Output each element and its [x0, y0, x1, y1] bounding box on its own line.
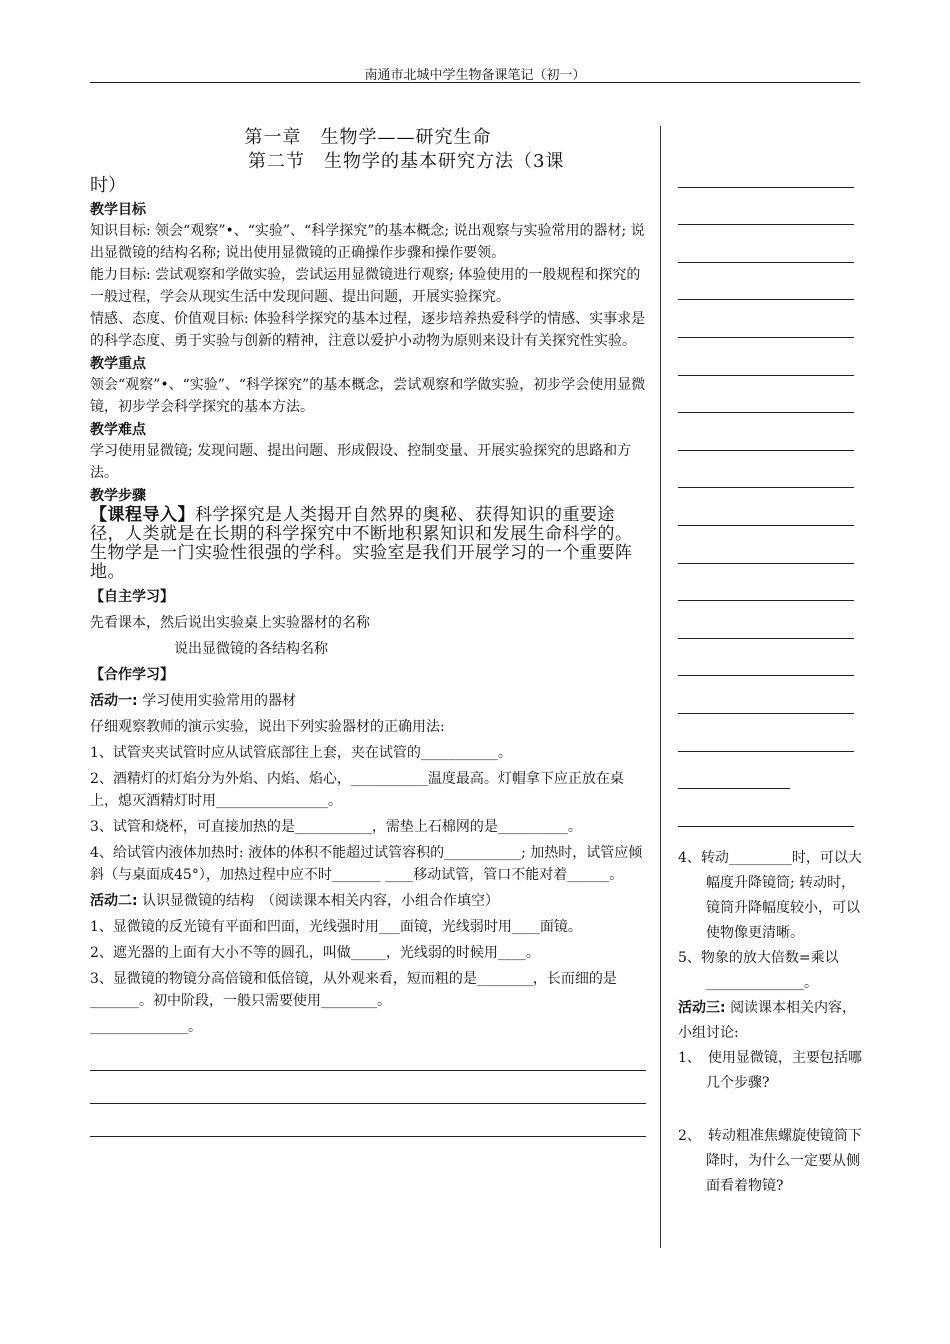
note-line	[678, 338, 854, 376]
side-question-1: 1、 使用显微镜，主要包括哪几个步骤?	[678, 1050, 862, 1091]
side-item-4: 4、转动_________时，可以大幅度升降镜筒; 转动时，镜筒升降幅度较小，可以使物像更清晰。	[678, 850, 862, 941]
note-line	[678, 188, 854, 226]
activity-3	[678, 996, 866, 1046]
key-points-text: 领会“观察”•、“实验”、“科学探究”的基本概念，尝试观察和学做实验，初步学会使用显微镜，初步学会科学探究的基本方法。	[90, 377, 646, 415]
activity-2-q3: 3、显微镜的物镜分高倍镜和低倍镜，从外观来看，短而粗的是________，长而细的是_______。初中阶段，一般只需要使用________。	[90, 971, 617, 1009]
intro-paragraph	[90, 506, 646, 582]
activity-1-intro: 仔细观察教师的演示实验，说出下列实验器材的正确用法:	[90, 719, 445, 735]
answer-line	[90, 1104, 646, 1137]
intro-label: 【课程导入】	[90, 505, 195, 525]
key-points-heading: 教学重点	[90, 356, 146, 372]
note-line	[678, 752, 854, 790]
note-line	[678, 639, 854, 677]
activity-1-q1: 1、试管夹夹试管时应从试管底部往上套，夹在试管的___________。	[90, 745, 512, 761]
activity-1-title: 学习使用实验常用的器材	[142, 693, 297, 709]
side-spacer	[678, 1096, 866, 1124]
note-line	[678, 564, 854, 602]
self-study-label: 【自主学习】	[90, 589, 174, 605]
column-divider	[660, 126, 661, 1248]
activity-1-q4: 4、给试管内液体加热时: 液体的体积不能超过试管容积的___________; 加热时，试管应倾斜（与桌面成45°），加热过程中应不时_______ ____移动试管，管口不能对着______。	[90, 845, 643, 883]
self-study-1: 先看课本，然后说出实验桌上实验器材的名称	[90, 615, 370, 631]
self-study-2: 说出显微镜的各结构名称	[174, 641, 328, 657]
answer-line	[90, 1038, 646, 1071]
note-line	[678, 488, 854, 526]
note-line	[678, 300, 854, 338]
difficulties-heading: 教学难点	[90, 422, 146, 438]
activity-2-label: 活动二:	[90, 893, 138, 909]
note-line	[678, 150, 854, 188]
intro-text: 科学探究是人类揭开自然界的奥秘、获得知识的重要途径，人类就是在长期的科学探究中不断地积累知识和发展生命科学的。生物学是一门实验性很强的学科。实验室是我们开展学习的一个重要阵地。	[90, 505, 633, 582]
coop-study-label: 【合作学习】	[90, 667, 174, 683]
chapter-title: 第一章 生物学——研究生命	[244, 127, 492, 148]
side-item-5: 5、物象的放大倍数=乘以______________。	[678, 950, 839, 991]
activity-1-q3: 3、试管和烧杯，可直接加热的是___________，需垫上石棉网的是__________。	[90, 819, 582, 835]
section-title: 第二节 生物学的基本研究方法（3课	[248, 151, 565, 172]
note-line	[678, 526, 854, 564]
steps-heading: 教学步骤	[90, 488, 146, 504]
activity-1-heading	[90, 690, 646, 712]
activity-2-title: 认识显微镜的结构 （阅读课本相关内容，小组合作填空）	[142, 893, 500, 909]
activity-1-q2: 2、酒精灯的灯焰分为外焰、内焰、焰心，___________温度最高。灯帽拿下应正放在桌上，熄灭酒精灯时用________________。	[90, 771, 624, 809]
activity-2-q2: 2、遮光器的上面有大小不等的圆孔，叫做_____，光线弱的时候用____。	[90, 945, 540, 961]
activity-3-label: 活动三:	[678, 1000, 726, 1016]
note-line	[678, 714, 854, 752]
side-column	[678, 846, 866, 1199]
difficulties-text: 学习使用显微镜; 发现问题、提出问题、形成假设、控制变量、开展实验探究的思路和方法。	[90, 443, 632, 481]
activity-3-text: 阅读课本相关内容，小组讨论:	[678, 1000, 857, 1041]
activity-1-label: 活动一:	[90, 693, 138, 709]
note-line	[678, 225, 854, 263]
main-column	[90, 126, 646, 1137]
section-title-cont: 时）	[90, 175, 126, 196]
activity-2-q3-end: ______________。	[90, 1019, 202, 1035]
knowledge-objective: 知识目标: 领会“观察”•、“实验”、“科学探究”的基本概念; 说出观察与实验常用的器材; 说出显微镜的结构名称; 说出使用显微镜的正确操作步骤和操作要领。	[90, 223, 645, 261]
header-rule	[90, 82, 860, 83]
note-line	[678, 789, 854, 827]
note-line	[678, 451, 854, 489]
note-line	[678, 376, 854, 414]
note-lines	[678, 150, 854, 827]
note-line	[678, 413, 854, 451]
note-line	[678, 601, 854, 639]
activity-2-heading	[90, 890, 646, 912]
activity-2-q1: 1、显微镜的反光镜有平面和凹面，光线强时用___面镜，光线弱时用____面镜。	[90, 919, 582, 935]
note-line	[678, 263, 854, 301]
page-header: 南通市北城中学生物备课笔记（初一）	[364, 68, 586, 83]
objectives-heading: 教学目标	[90, 202, 146, 218]
side-question-2: 2、 转动粗准焦螺旋使镜筒下降时，为什么一定要从侧面看着物镜?	[678, 1128, 862, 1194]
note-line	[678, 676, 854, 714]
ability-objective: 能力目标: 尝试观察和学做实验，尝试运用显微镜进行观察; 体验使用的一般规程和探究的一般过程，学会从现实生活中发现问题、提出问题，开展实验探究。	[90, 267, 641, 305]
answer-line	[90, 1071, 646, 1104]
emotion-objective: 情感、态度、价值观目标: 体验科学探究的基本过程，逐步培养热爱科学的情感、实事求是的科学态度、勇于实验与创新的精神，注意以爱护小动物为原则来设计有关探究性实验。	[90, 311, 646, 349]
